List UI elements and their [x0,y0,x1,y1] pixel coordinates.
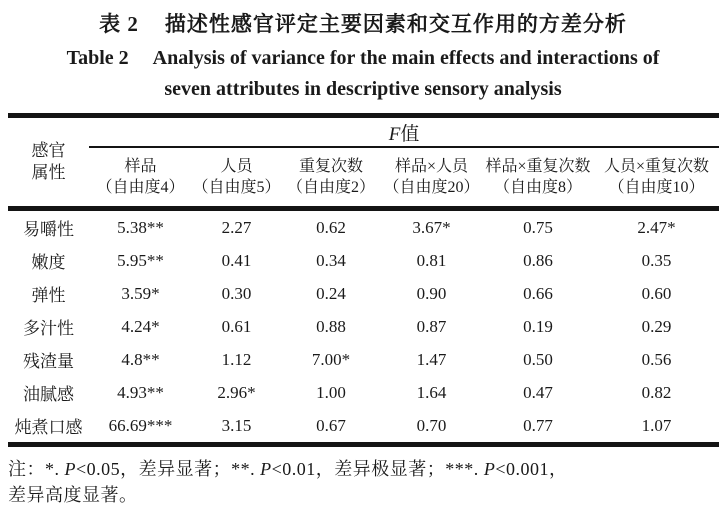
col-header-label: 重复次数 [298,158,363,175]
table-cell: 0.82 [641,382,672,402]
table-row [8,409,719,445]
table-cell: 7.00* [311,349,351,369]
footnote-text: <0.01，差异极显著；***. [271,459,484,479]
col-header-label: 样品×重复次数 [485,158,591,175]
col-header-df: （自由度20） [383,179,480,196]
col-header-df: （自由度2） [286,179,375,196]
table-number-en: Table 2 [66,47,129,69]
footnote-text: <0.05，差异显著；**. [76,459,261,479]
table-title-en-text1: Analysis of variance for the main effects and interactions of [152,47,660,69]
row-label: 油腻感 [23,385,74,404]
col-header-label: 人员 [220,158,253,175]
table-cell: 1.12 [221,349,252,369]
col-header-attribute-line2: 属性 [31,163,66,182]
table-cell: 1.64 [416,382,447,402]
col-header-panelist [192,147,281,209]
table-cell: 3.67* [412,217,451,237]
title-block [0,0,726,105]
table-cell: 4.24* [121,316,160,336]
table-cell: 0.62 [316,217,346,237]
footnote-p-italic: P [64,459,76,479]
table-row [8,244,719,277]
table-title-zh [0,0,726,38]
col-header-df: （自由度5） [192,179,281,196]
table-cell: 0.88 [316,316,346,336]
col-header-label: 人员×重复次数 [604,158,710,175]
table-cell: 0.61 [221,316,252,336]
table-cell: 2.96* [217,382,256,402]
table-title-zh-text: 描述性感官评定主要因素和交互作用的方差分析 [164,12,627,36]
table-cell: 0.47 [523,382,553,402]
anova-table [8,113,719,447]
table-footnote [8,456,720,508]
fvalue-zhi: 值 [400,123,420,145]
col-header-replication [281,147,381,209]
table-cell: 0.56 [641,349,672,369]
table-cell: 0.34 [316,250,346,270]
table-title-en-line1 [0,43,726,74]
col-header-sample-x-panelist [381,147,482,209]
col-header-attribute [8,116,89,209]
col-header-sample [89,147,192,209]
col-header-label: 样品×人员 [394,158,469,175]
row-label: 弹性 [31,286,66,305]
col-header-df: （自由度4） [96,179,185,196]
col-header-attribute-line1: 感官 [31,141,66,160]
row-label: 易嚼性 [23,220,74,239]
footnote-line1 [8,456,720,482]
row-label: 炖煮口感 [14,418,83,437]
col-header-sample-x-replication [482,147,594,209]
table-cell: 0.19 [523,316,553,336]
footnote-p-italic: P [260,459,272,479]
table-cell: 4.93** [117,382,164,402]
table-cell: 0.70 [416,415,447,435]
table-cell: 0.86 [523,250,553,270]
table-cell: 0.35 [641,250,672,270]
table-row [8,277,719,310]
table-cell: 0.50 [523,349,553,369]
table-cell: 1.47 [416,349,447,369]
table-cell: 2.47* [637,217,676,237]
table-cell: 5.38** [117,217,164,237]
footnote-text: <0.001， [495,459,568,479]
table-cell: 0.41 [221,250,252,270]
table-cell: 0.77 [523,415,553,435]
table-cell: 0.90 [416,283,447,303]
table-cell: 0.81 [416,250,447,270]
table-cell: 0.29 [641,316,672,336]
table-cell: 0.30 [221,283,252,303]
footnote-text: 注：*. [8,459,65,479]
table-row [8,376,719,409]
table-cell: 0.87 [416,316,447,336]
table-cell: 5.95** [117,250,164,270]
table-cell: 0.67 [316,415,346,435]
table-number-zh: 表 2 [99,12,139,36]
table-title-en [0,43,726,105]
col-header-df: （自由度8） [493,179,582,196]
footnote-p-italic: P [483,459,496,479]
table-cell: 0.24 [316,283,346,303]
row-label: 多汁性 [23,319,74,338]
table-row [8,209,719,245]
table-cell: 4.8** [121,349,160,369]
table-cell: 3.59* [121,283,160,303]
table-cell: 0.66 [523,283,553,303]
table-cell: 66.69*** [108,415,173,435]
table-cell: 1.07 [641,415,672,435]
table-row [8,310,719,343]
table-cell: 0.75 [523,217,553,237]
table-title-en-line2: seven attributes in descriptive sensory analysis [164,78,562,100]
fvalue-italic-f: F [388,123,401,145]
table-row [8,343,719,376]
col-header-df: （自由度10） [608,179,705,196]
row-label: 残渣量 [23,352,74,371]
col-header-label: 样品 [124,158,157,175]
table-cell: 0.60 [641,283,672,303]
table-cell: 3.15 [221,415,252,435]
footnote-line2: 差异高度显著。 [8,485,138,505]
row-label: 嫩度 [31,253,66,272]
col-group-header-fvalue [89,116,719,148]
col-header-panelist-x-replication [594,147,719,209]
table-cell: 1.00 [316,382,346,402]
table-cell: 2.27 [221,217,252,237]
